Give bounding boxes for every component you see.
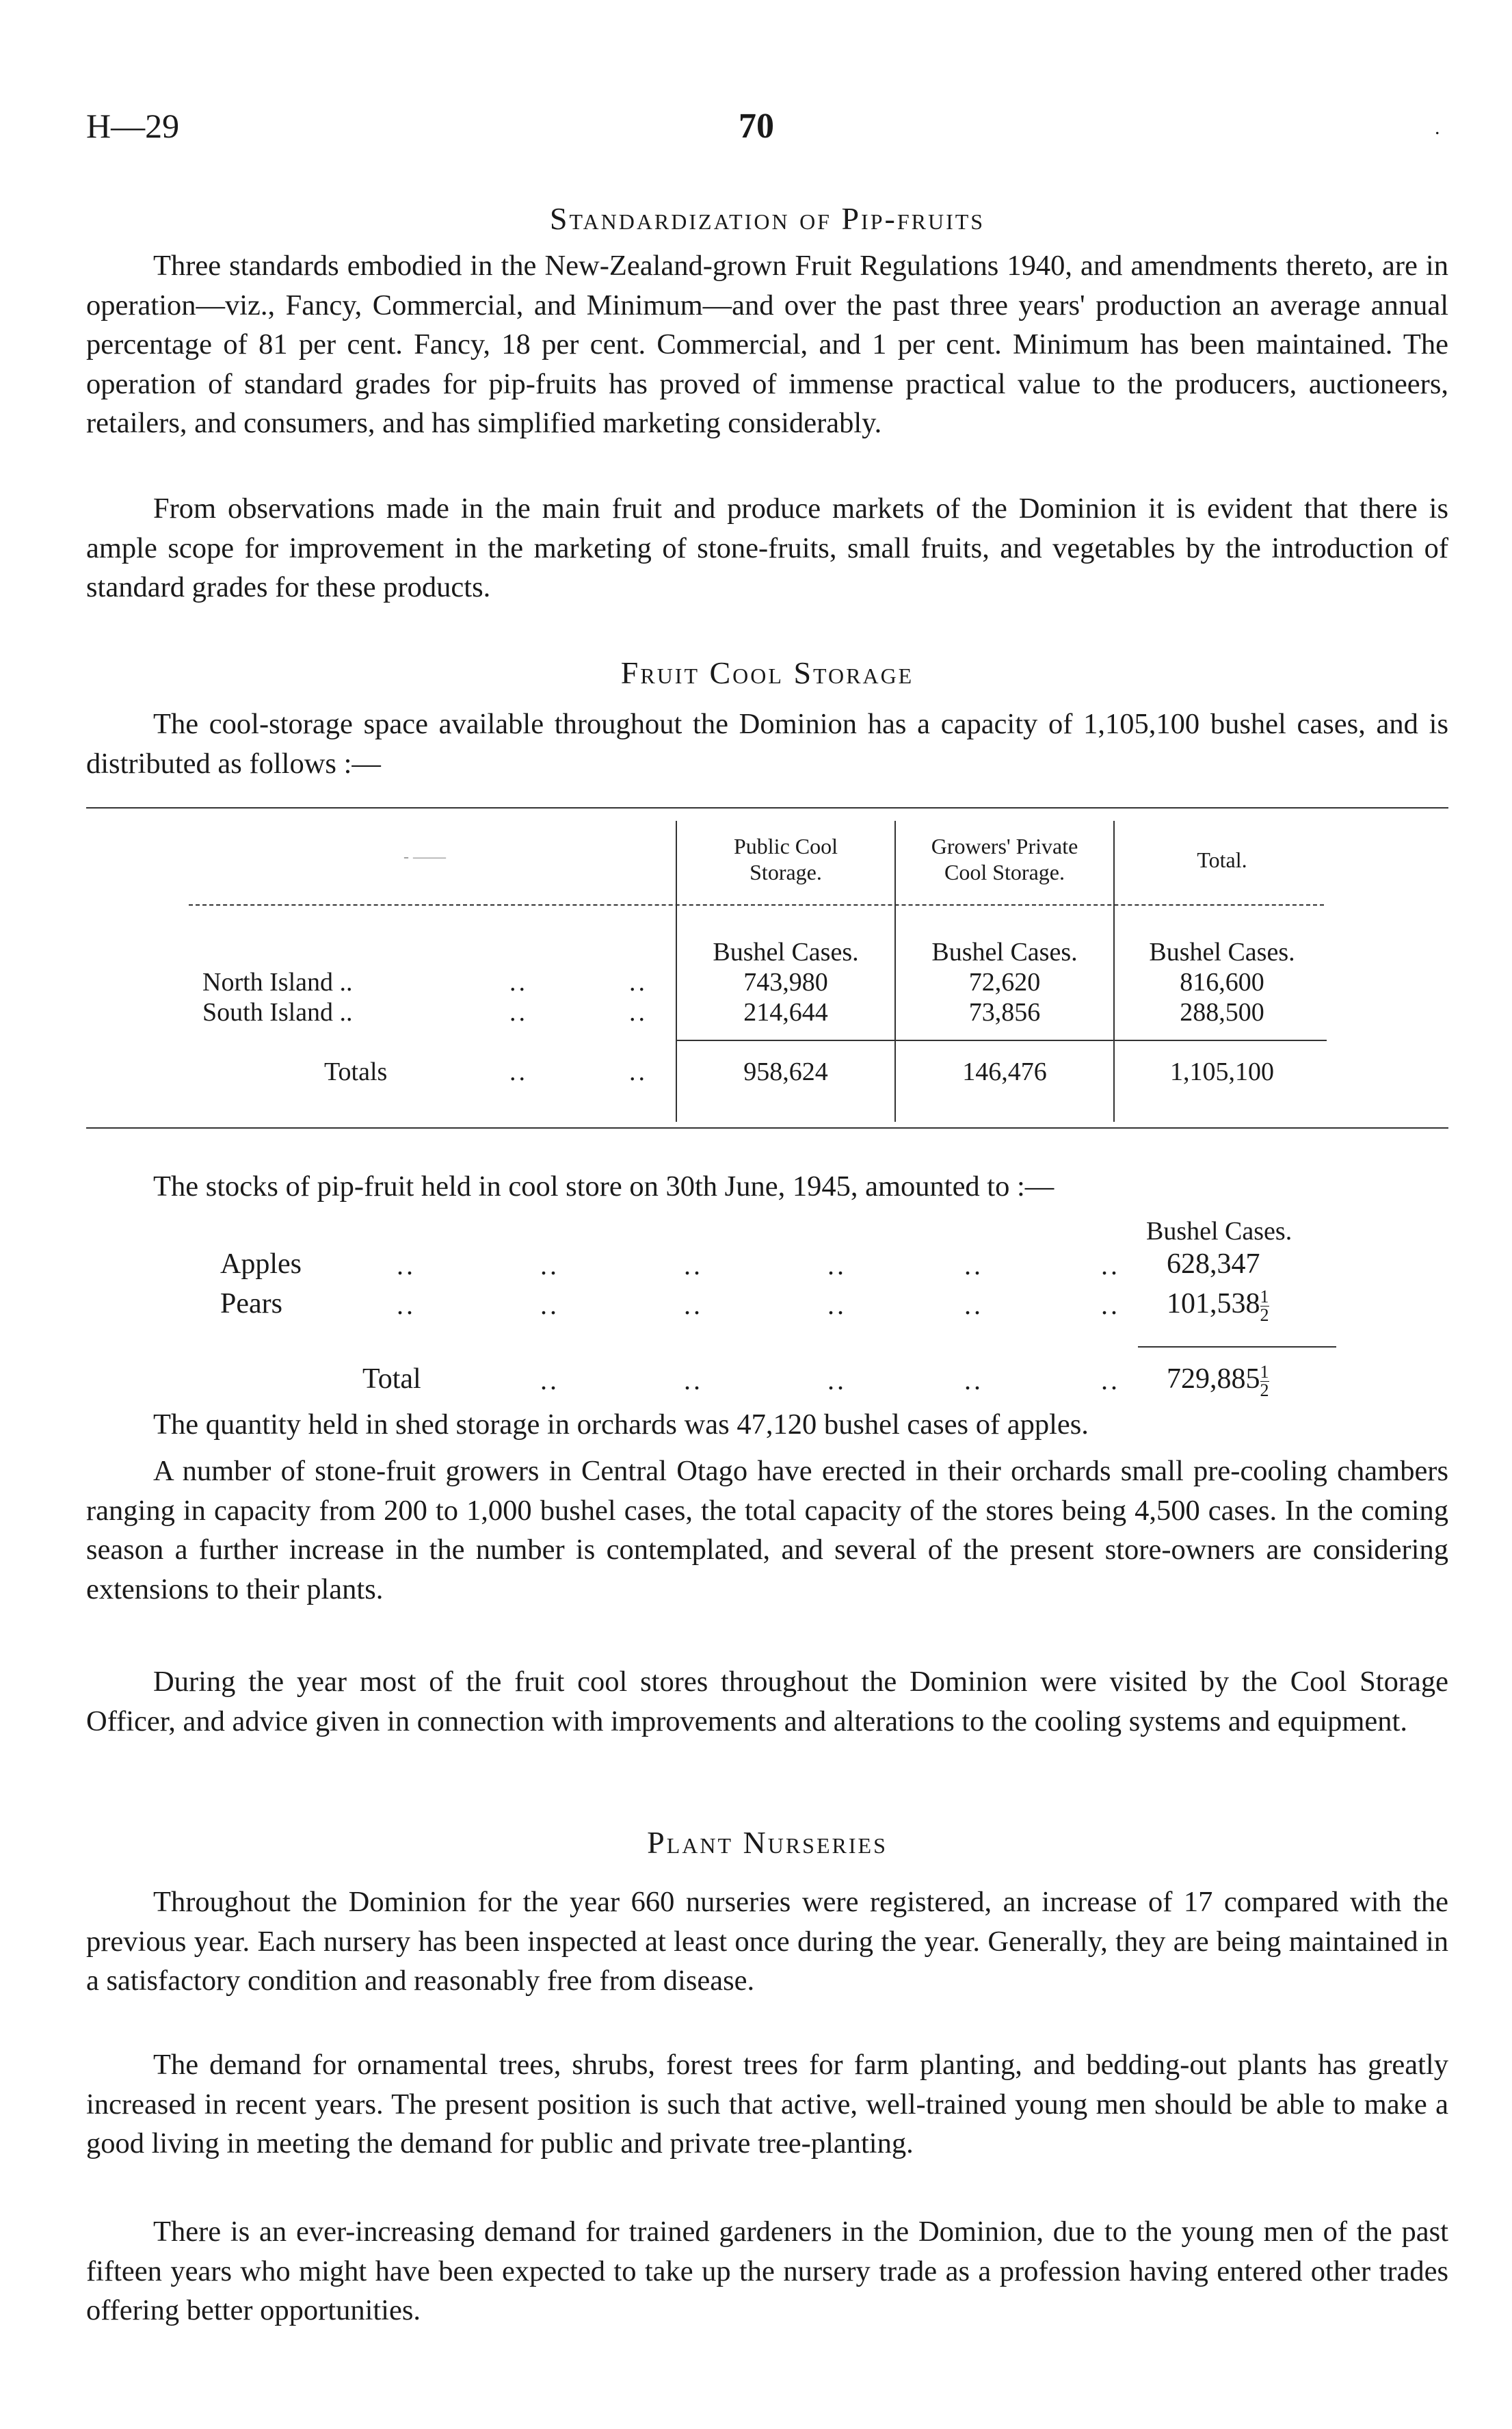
leader-dots: .. — [684, 1250, 703, 1281]
leader-dots: .. — [827, 1250, 847, 1281]
stock-value-number: 628,347 — [1167, 1248, 1260, 1280]
leader-dots: .. — [540, 1365, 559, 1395]
leader-dots: .. — [629, 1058, 648, 1086]
table-top-rule — [86, 807, 1448, 809]
paragraph-stocks-intro — [86, 1167, 1448, 1207]
leader-dots: .. — [827, 1365, 847, 1395]
half-fraction — [1260, 1288, 1269, 1324]
corner-mark: . — [1435, 116, 1440, 139]
table-column-divider — [1113, 821, 1115, 1122]
leader-dots: .. — [629, 968, 648, 997]
leader-dots: .. — [629, 998, 648, 1027]
fraction-denominator: 2 — [1260, 1304, 1269, 1325]
leader-dots: .. — [964, 1289, 983, 1320]
paragraph-pip-fruits-standards — [86, 246, 1448, 443]
leader-dots: .. — [397, 1289, 416, 1320]
paragraph-text: The cool-storage space available throughout the Dominion has a capacity of 1,105,100 bushel cases, and is distributed as follows :— — [86, 708, 1448, 780]
stock-label: Pears — [220, 1288, 282, 1319]
cell-private: 72,620 — [968, 968, 1041, 997]
paragraph-text: From observations made in the main fruit and produce markets of the Dominion it is evident that there is ample scope for improvement in the marketing of stone-fruits, small fruits, and vegetables by the introduction of standard grades for these products. — [86, 493, 1448, 603]
totals-public: 958,624 — [743, 1058, 828, 1086]
heading-pip-fruits: Standardization of Pip-fruits — [549, 201, 985, 236]
table-bottom-rule — [86, 1127, 1448, 1129]
paragraph-pre-cooling — [86, 1452, 1448, 1609]
table-totals-rule — [677, 1040, 1327, 1041]
paragraph-shed-storage — [86, 1405, 1448, 1445]
totals-private: 146,476 — [962, 1058, 1047, 1086]
document-reference: H—29 — [86, 107, 180, 145]
column-header-line: Cool Storage. — [944, 860, 1065, 884]
leader-dots: .. — [1101, 1289, 1120, 1320]
stock-total-label: Total — [362, 1363, 421, 1395]
leader-dots: .. — [397, 1250, 416, 1281]
stock-value-number: 729,885 — [1167, 1363, 1260, 1395]
column-header-private — [897, 833, 1112, 885]
fraction-numerator: 1 — [1260, 1361, 1269, 1382]
leader-dots: .. — [540, 1250, 559, 1281]
paragraph-text: A number of stone-fruit growers in Central Otago have erected in their orchards small pre-cooling chambers ranging in capacity from 200 to 1,000 bushel cases, the total capacity of the stores being 4,500 cases. In the coming season a further increase in the number is contemplated, and several of the present store-owners are considering extensions to their plants. — [86, 1455, 1448, 1605]
paragraph-text: The quantity held in shed storage in orchards was 47,120 bushel cases of apples. — [153, 1408, 1089, 1441]
table-column-divider — [894, 821, 896, 1122]
paragraph-trained-gardeners — [86, 2212, 1448, 2330]
paragraph-text: Three standards embodied in the New-Zealand-grown Fruit Regulations 1940, and amendments thereto, are in operation—viz., Fancy, Commercial, and Minimum—and over the past three years' production an average annual percentage of 81 per cent. Fancy, 18 per cent. Commercial, and 1 per cent. Minimum has been maintained. The operation of standard grades for pip-fruits has proved of immense practical value to the producers, auctioneers, retailers, and consumers, and has simplified marketing considerably. — [86, 250, 1448, 439]
half-fraction — [1260, 1363, 1269, 1400]
leader-dots: .. — [509, 998, 528, 1027]
heading-cool-storage: Fruit Cool Storage — [620, 655, 914, 690]
column-header-line: Public Cool — [733, 834, 838, 858]
column-header-total: Total. — [1197, 848, 1247, 872]
paragraph-text: The demand for ornamental trees, shrubs, forest trees for farm planting, and bedding-out plants has greatly increased in recent years. The present position is such that active, well-trained young men should be able to make a good living in meeting the demand for public and private tree-planting. — [86, 2049, 1448, 2159]
paragraph-text: There is an ever-increasing demand for trained gardeners in the Dominion, due to the young men of the past fifteen years who might have been expected to take up the nursery trade as a profession having entered other trades offering better opportunities. — [86, 2216, 1448, 2326]
totals-label: Totals — [324, 1058, 388, 1086]
paragraph-cool-storage-officer — [86, 1662, 1448, 1741]
leader-dots: .. — [540, 1289, 559, 1320]
stock-label: Apples — [220, 1248, 302, 1280]
cell-private: 73,856 — [968, 998, 1041, 1027]
table-header-rule — [189, 904, 1324, 906]
cell-total: 288,500 — [1180, 998, 1264, 1027]
unit-label-public: Bushel Cases. — [713, 938, 859, 967]
stock-value — [1167, 1248, 1260, 1281]
totals-total: 1,105,100 — [1170, 1058, 1274, 1086]
leader-dots: .. — [1101, 1250, 1120, 1281]
stock-value-number: 101,538 — [1167, 1288, 1260, 1319]
stub-header-dash: - —— — [403, 848, 446, 866]
fraction-denominator: 2 — [1260, 1380, 1269, 1400]
row-label: North Island .. — [202, 968, 353, 997]
unit-label-private: Bushel Cases. — [931, 938, 1078, 967]
unit-label-total: Bushel Cases. — [1149, 938, 1295, 967]
paragraph-cool-storage-capacity — [86, 705, 1448, 783]
paragraph-nurseries-registered — [86, 1882, 1448, 2001]
column-header-line: Growers' Private — [931, 834, 1078, 858]
paragraph-nurseries-demand — [86, 2045, 1448, 2164]
cell-total: 816,600 — [1180, 968, 1264, 997]
column-header-public — [678, 833, 893, 885]
stocks-unit-label: Bushel Cases. — [1146, 1217, 1292, 1246]
leader-dots: .. — [684, 1365, 703, 1395]
leader-dots: .. — [509, 968, 528, 997]
stock-value — [1167, 1287, 1269, 1324]
column-header-line: Storage. — [750, 860, 822, 884]
table-column-divider — [676, 821, 677, 1122]
leader-dots: .. — [964, 1250, 983, 1281]
leader-dots: .. — [964, 1365, 983, 1395]
paragraph-pip-fruits-markets — [86, 489, 1448, 607]
paragraph-text: The stocks of pip-fruit held in cool store on 30th June, 1945, amounted to :— — [153, 1170, 1055, 1203]
fraction-numerator: 1 — [1260, 1286, 1269, 1307]
cell-public: 743,980 — [743, 968, 828, 997]
cell-public: 214,644 — [743, 998, 828, 1027]
heading-plant-nurseries: Plant Nurseries — [647, 1825, 888, 1860]
row-label: South Island .. — [202, 998, 353, 1027]
leader-dots: .. — [509, 1058, 528, 1086]
leader-dots: .. — [1101, 1365, 1120, 1395]
paragraph-text: During the year most of the fruit cool stores throughout the Dominion were visited by the Cool Storage Officer, and advice given in connection with improvements and alterations to the cooling systems and equipment. — [86, 1666, 1448, 1737]
paragraph-text: Throughout the Dominion for the year 660 nurseries were registered, an increase of 17 compared with the previous year. Each nursery has been inspected at least once during the year. Generally, they are being maintained in a satisfactory condition and reasonably free from disease. — [86, 1886, 1448, 1997]
page-number: 70 — [739, 107, 774, 146]
stock-total-value — [1167, 1363, 1269, 1400]
leader-dots: .. — [684, 1289, 703, 1320]
stocks-total-rule — [1138, 1346, 1336, 1348]
leader-dots: .. — [827, 1289, 847, 1320]
